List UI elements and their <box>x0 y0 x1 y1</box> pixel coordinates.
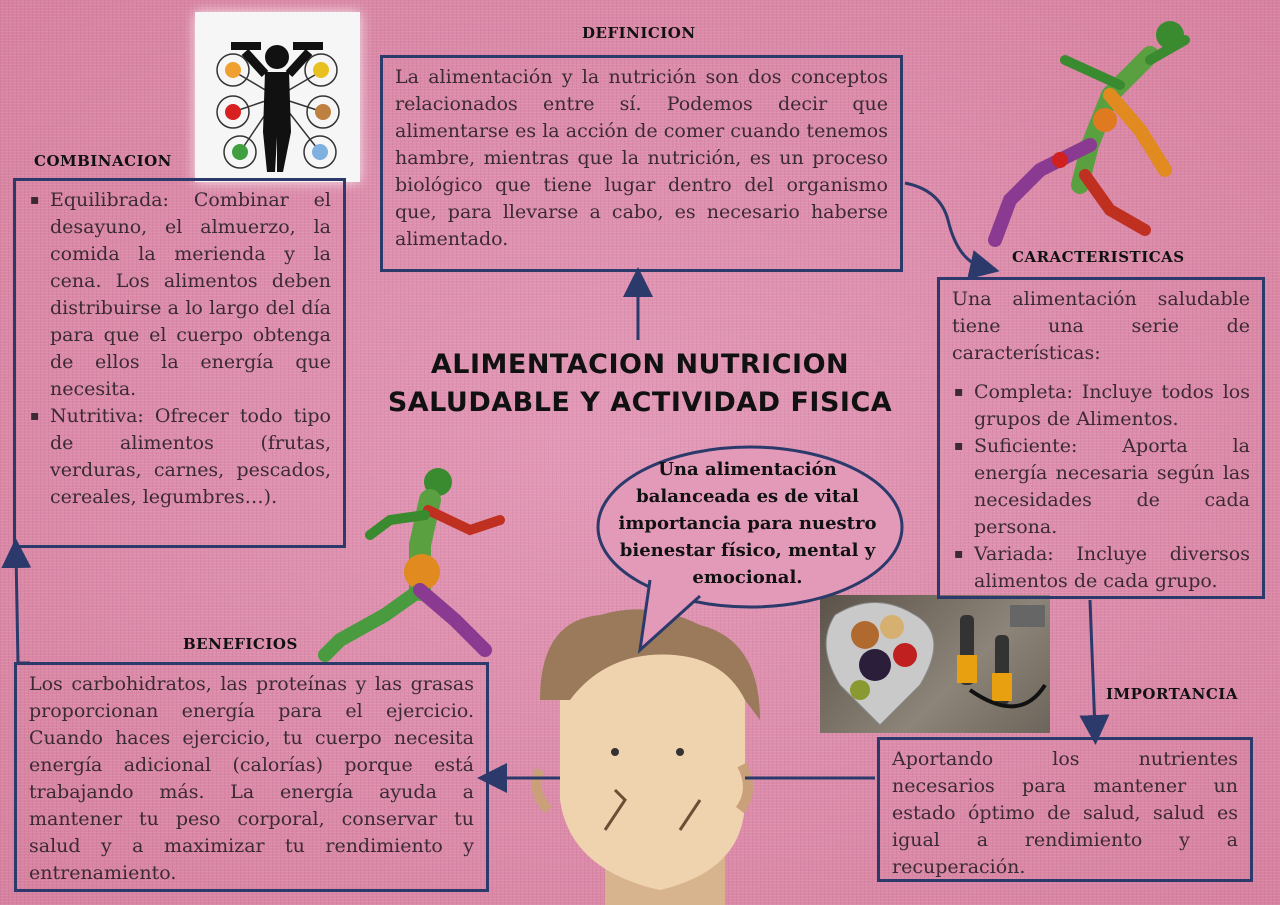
speech-bubble-text: Una alimentación balanceada es de vital importancia para nuestro bienestar físico, mental y emocional. <box>618 459 877 588</box>
combinacion-list <box>28 187 331 511</box>
caracteristicas-box <box>937 277 1265 599</box>
main-title: ALIMENTACION NUTRICION SALUDABLE Y ACTIVIDAD FISICA <box>387 349 893 418</box>
arrow-to-combinacion <box>16 553 30 663</box>
vegetable-runner-top-icon <box>995 21 1185 240</box>
arrow-to-caracteristicas <box>905 183 985 268</box>
caracteristicas-item-completa: ▪ Completa: Incluye todos los grupos de Alimentos. <box>974 379 1250 433</box>
beneficios-label: BENEFICIOS <box>183 635 298 653</box>
vegetable-runner-left-icon <box>325 468 500 655</box>
definicion-box <box>380 55 903 272</box>
beneficios-box <box>14 662 489 892</box>
beneficios-text: Los carbohidratos, las proteínas y las grasas proporcionan energía para el ejercicio. Cuando haces ejercicio, tu cuerpo necesita energía adicional (calorías) porque está trabajando más. La energía ayuda a mantener tu peso corporal, conservar tu salud y a maximizar tu rendimiento y entrenamiento. <box>29 673 474 884</box>
importancia-box <box>877 737 1253 882</box>
combinacion-item-nutritiva: ▪ Nutritiva: Ofrecer todo tipo de alimentos (frutas, verduras, carnes, pescados, cereales, legumbres…). <box>50 403 331 511</box>
importancia-label: IMPORTANCIA <box>1106 685 1238 703</box>
importancia-text: Aportando los nutrientes necesarios para mantener un estado óptimo de salud, salud es igual a rendimiento y a recuperación. <box>892 748 1238 878</box>
definicion-text: La alimentación y la nutrición son dos conceptos relacionados entre sí. Podemos decir que alimentarse es la acción de comer cuando tenemos hambre, mientras que la nutrición, es un proceso biológico que tiene lugar dentro del organismo que, para llevarse a cabo, es necesario haberse alimentado. <box>395 66 888 250</box>
caracteristicas-item-suficiente: ▪ Suficiente: Aporta la energía necesaria según las necesidades de cada persona. <box>974 433 1250 541</box>
thinking-man-illustration <box>536 609 760 905</box>
caracteristicas-intro: Una alimentación saludable tiene una serie de características: <box>952 288 1250 364</box>
combinacion-item-equilibrada: ▪ Equilibrada: Combinar el desayuno, el almuerzo, la comida la merienda y la cena. Los alimentos deben distribuirse a lo largo del día para que el cuerpo obtenga de ellos la energía que necesita. <box>50 187 331 403</box>
caracteristicas-label: CARACTERISTICAS <box>1012 248 1185 266</box>
caracteristicas-item-variada: ▪ Variada: Incluye diversos alimentos de cada grupo. <box>974 541 1250 595</box>
definicion-label: DEFINICION <box>582 24 696 42</box>
arrow-to-importancia <box>1090 600 1095 730</box>
combinacion-label: COMBINACION <box>34 152 172 170</box>
caracteristicas-list <box>952 379 1250 595</box>
combinacion-box <box>13 178 346 548</box>
